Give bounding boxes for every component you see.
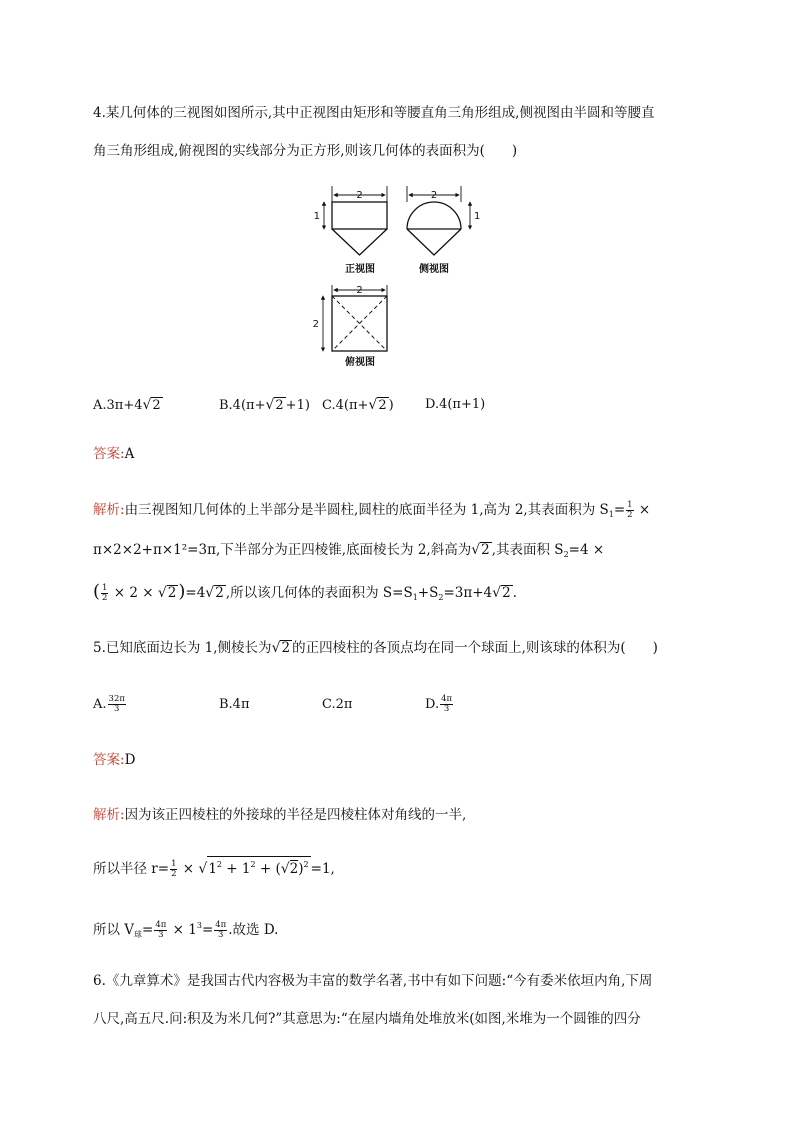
q4-option-c[interactable]: C.4(π+√2 ) xyxy=(322,397,394,413)
q5-stem: 5.已知底面边长为 1,侧棱长为√2 的正四棱柱的各顶点均在同一个球面上,则该球的体积为( ) xyxy=(93,640,658,656)
q5-analysis-line1: 解析:因为该正四棱柱的外接球的半径是四棱柱体对角线的一半, xyxy=(93,807,467,823)
q5-analysis-line2: 所以半径 r= $\frac{1}{2}$ × $√1^2 + 1^2 + (√2)^2 =1$, xyxy=(93,856,335,879)
analysis-label: 解析: xyxy=(93,502,125,518)
front-view-label: 正视图 xyxy=(345,264,375,275)
q6-stem-line1: 6.《九章算术》是我国古代内容极为丰富的数学名著,书中有如下问题:“今有委米依垣内角,下周 xyxy=(93,973,653,989)
q4-analysis-line1: 解析:由三视图知几何体的上半部分是半圆柱,圆柱的底面半径为 1,高为 2,其表面积为 $S_1=$ $\frac{1}{2}$ × xyxy=(93,500,651,520)
q5-answer: 答案:D xyxy=(93,752,136,768)
q5-option-c[interactable]: C.2π xyxy=(322,697,353,712)
front-height-dim: 1 xyxy=(313,211,320,222)
q4-option-b[interactable]: B.4(π+√2 +1) xyxy=(219,397,310,413)
top-width-dim: 2 xyxy=(356,285,363,296)
front-width-dim: 2 xyxy=(356,190,363,201)
q4-analysis-line2: π×2×2+π×1²=3π,下半部分为正四棱锥,底面棱长为 2,斜高为√2 ,其表面积 $S_2=4$ × xyxy=(93,542,605,559)
q4-option-a[interactable]: A.3π+4√2 xyxy=(93,397,161,413)
three-view-figure xyxy=(0,182,794,372)
answer-label: 答案: xyxy=(93,446,125,462)
q4-stem-line2: 角三角形组成,俯视图的实线部分为正方形,则该几何体的表面积为( ) xyxy=(93,143,518,159)
side-height-dim: 1 xyxy=(474,211,481,222)
q5-option-b[interactable]: B.4π xyxy=(219,697,250,712)
top-view-label: 俯视图 xyxy=(345,357,375,368)
q5-option-d[interactable]: D. $\frac{4\pi}{3}$ xyxy=(425,694,453,714)
q4-option-d[interactable]: D.4(π+1) xyxy=(425,397,486,412)
answer-label: 答案: xyxy=(93,752,125,768)
q5-analysis-line3: 所以 $V_球=$ $\frac{4\pi}{3}$ × $1^3=$ $\frac{4\pi}{3}$ .故选 D. xyxy=(93,920,279,940)
q5-option-a[interactable]: A. $\frac{32\pi}{3}$ xyxy=(93,694,125,714)
q6-stem-line2: 八尺,高五尺.问:积及为米几何?”其意思为:“在屋内墙角处堆放米(如图,米堆为一个圆锥的四分 xyxy=(93,1011,641,1027)
side-view xyxy=(407,186,470,255)
q4-answer: 答案:A xyxy=(93,446,135,462)
analysis-label: 解析: xyxy=(93,807,125,823)
top-view xyxy=(323,285,387,351)
q4-analysis-line3: ( $\frac{1}{2}$ × 2 × √2 )=4√2 ,所以该几何体的表面积为 $S=S_1+S_2=3\pi+4√2$ . xyxy=(93,581,517,603)
top-height-dim: 2 xyxy=(312,319,319,330)
side-width-dim: 2 xyxy=(430,190,438,201)
side-view-label: 侧视图 xyxy=(419,264,449,275)
q4-stem-line1: 4.某几何体的三视图如图所示,其中正视图由矩形和等腰直角三角形组成,侧视图由半圆和等腰直 xyxy=(93,105,655,121)
